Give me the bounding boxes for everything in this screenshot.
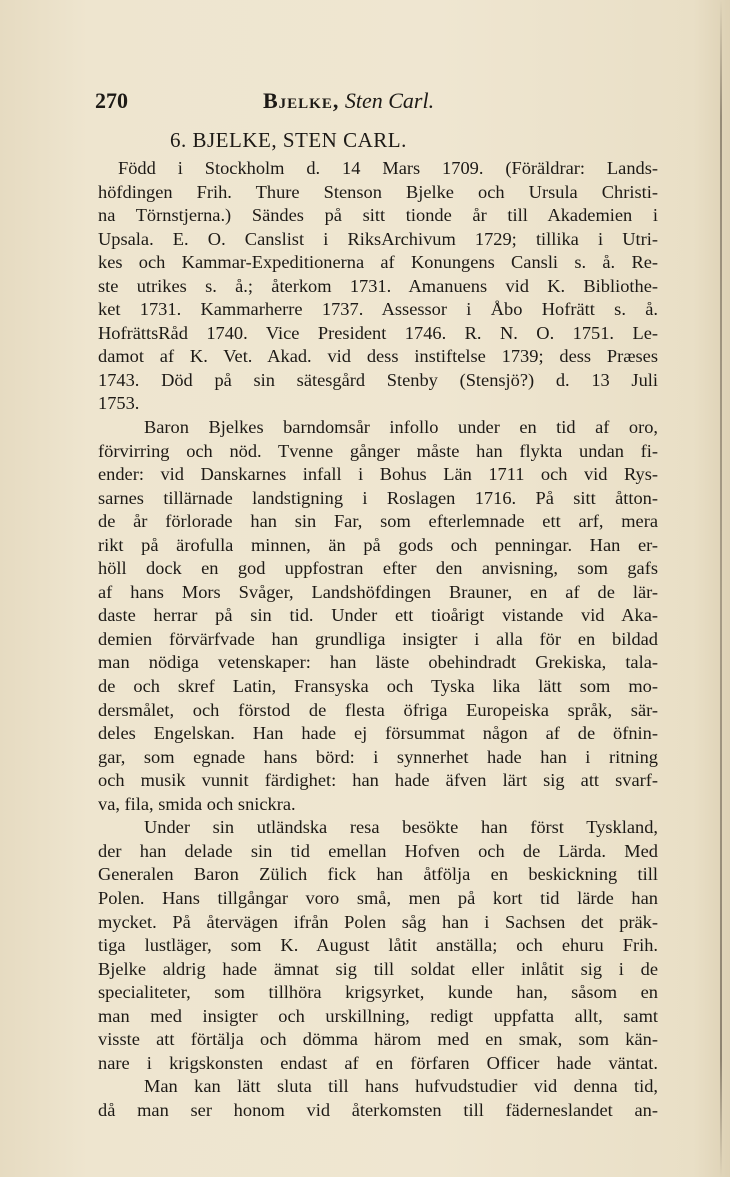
body-text	[98, 157, 658, 1122]
text-line: man nödiga vetenskaper: han läste obehindradt Grekiska, tala-	[98, 652, 658, 673]
running-head-name: Bjelke,	[263, 88, 340, 113]
text-line: sarnes tillärnade landstigning i Roslagen 1716. På sitt åtton-	[98, 487, 658, 508]
text-line: daste herrar på sin tid. Under ett tioårigt vistande vid Aka-	[98, 605, 658, 626]
text-line: na Törnstjerna.) Sändes på sitt tionde år till Akademien i	[98, 205, 658, 226]
text-line: visste att förtälja och dömma härom med en smak, som kän-	[98, 1029, 658, 1050]
text-line: Baron Bjelkes barndomsår infollo under en tid af oro,	[144, 417, 658, 438]
text-line: kes och Kammar-Expeditionerna af Konungens Cansli s. å. Re-	[98, 252, 658, 273]
running-head-subtitle: Sten Carl.	[344, 88, 435, 113]
text-line: Polen. Hans tillgångar voro små, men på kort tid lärde han	[98, 887, 658, 908]
text-line: mycket. På återvägen ifrån Polen såg han i Sachsen det präk-	[98, 911, 658, 932]
page-edge-shadow	[720, 0, 722, 1177]
text-line: nare i krigskonsten endast af en förfaren Officer hade väntat.	[98, 1052, 658, 1073]
text-line: HofrättsRåd 1740. Vice President 1746. R. N. O. 1751. Le-	[98, 322, 658, 343]
text-line: damot af K. Vet. Akad. vid dess instiftelse 1739; dess Præses	[98, 346, 658, 367]
text-line: Generalen Baron Zülich fick han åtfölja en beskickning till	[98, 864, 658, 885]
text-line: specialiteter, som tillhöra krigsyrket, kunde han, såsom en	[98, 982, 658, 1003]
text-line: 1743. Död på sin sätesgård Stenby (Stensjö?) d. 13 Juli	[98, 369, 658, 390]
text-line: deles Engelskan. Han hade ej försummat någon af de öfnin-	[98, 723, 658, 744]
text-line: der han delade sin tid emellan Hofven och de Lärda. Med	[98, 840, 658, 861]
running-head	[263, 88, 434, 114]
text-line: höfdingen Frih. Thure Stenson Bjelke och Ursula Christi-	[98, 181, 658, 202]
text-line: gar, som egnade hans börd: i synnerhet hade han i ritning	[98, 746, 658, 767]
page-number: 270	[95, 88, 128, 113]
text-line: då man ser honom vid återkomsten till fäderneslandet an-	[98, 1099, 658, 1120]
text-line: man med insigter och urskillning, redigt uppfatta allt, samt	[98, 1005, 658, 1026]
text-line: dersmålet, och förstod de flesta öfriga Europeiska språk, sär-	[98, 699, 658, 720]
text-line: Född i Stockholm d. 14 Mars 1709. (Föräldrar: Lands-	[118, 158, 658, 178]
text-line: Man kan lätt sluta till hans hufvudstudier vid denna tid,	[144, 1076, 658, 1097]
text-line: ket 1731. Kammarherre 1737. Assessor i Åbo Hofrätt s. å.	[98, 299, 658, 320]
text-line: 1753.	[98, 393, 140, 414]
page-header	[95, 88, 655, 118]
text-line: tiga lustläger, som K. August låtit anställa; och ehuru Frih.	[98, 935, 658, 956]
text-line: demien förvärfvade han grundliga insigter i alla för en bildad	[98, 628, 658, 649]
text-line: ste utrikes s. å.; återkom 1731. Amanuens vid K. Bibliothe-	[98, 275, 658, 296]
text-line: och musik vunnit färdighet: han hade äfven lärt sig att svarf-	[98, 770, 658, 791]
text-line: va, fila, smida och snickra.	[98, 793, 296, 814]
text-line: Bjelke aldrig hade ämnat sig till soldat eller inlåtit sig i de	[98, 958, 658, 979]
text-line: höll dock en god uppfostran efter den anvisning, som gafs	[98, 558, 658, 579]
text-line: Upsala. E. O. Canslist i RiksArchivum 1729; tillika i Utri-	[98, 228, 658, 249]
text-line: förvirring och nöd. Tvenne gånger måste han flykta undan fi-	[98, 440, 658, 461]
text-line: de år förlorade han sin Far, som efterlemnade ett arf, mera	[98, 511, 658, 532]
entry-title: 6. BJELKE, STEN CARL.	[170, 128, 407, 152]
text-line: rikt på ärofulla minnen, än på gods och penningar. Han er-	[98, 534, 658, 555]
text-line: af hans Mors Svåger, Landshöfdingen Brauner, en af de lär-	[98, 581, 658, 602]
text-line: de och skref Latin, Fransyska och Tyska lika lätt som mo-	[98, 676, 658, 697]
text-line: ender: vid Danskarnes infall i Bohus Län 1711 och vid Rys-	[98, 464, 658, 485]
text-line: Under sin utländska resa besökte han först Tyskland,	[144, 817, 658, 838]
